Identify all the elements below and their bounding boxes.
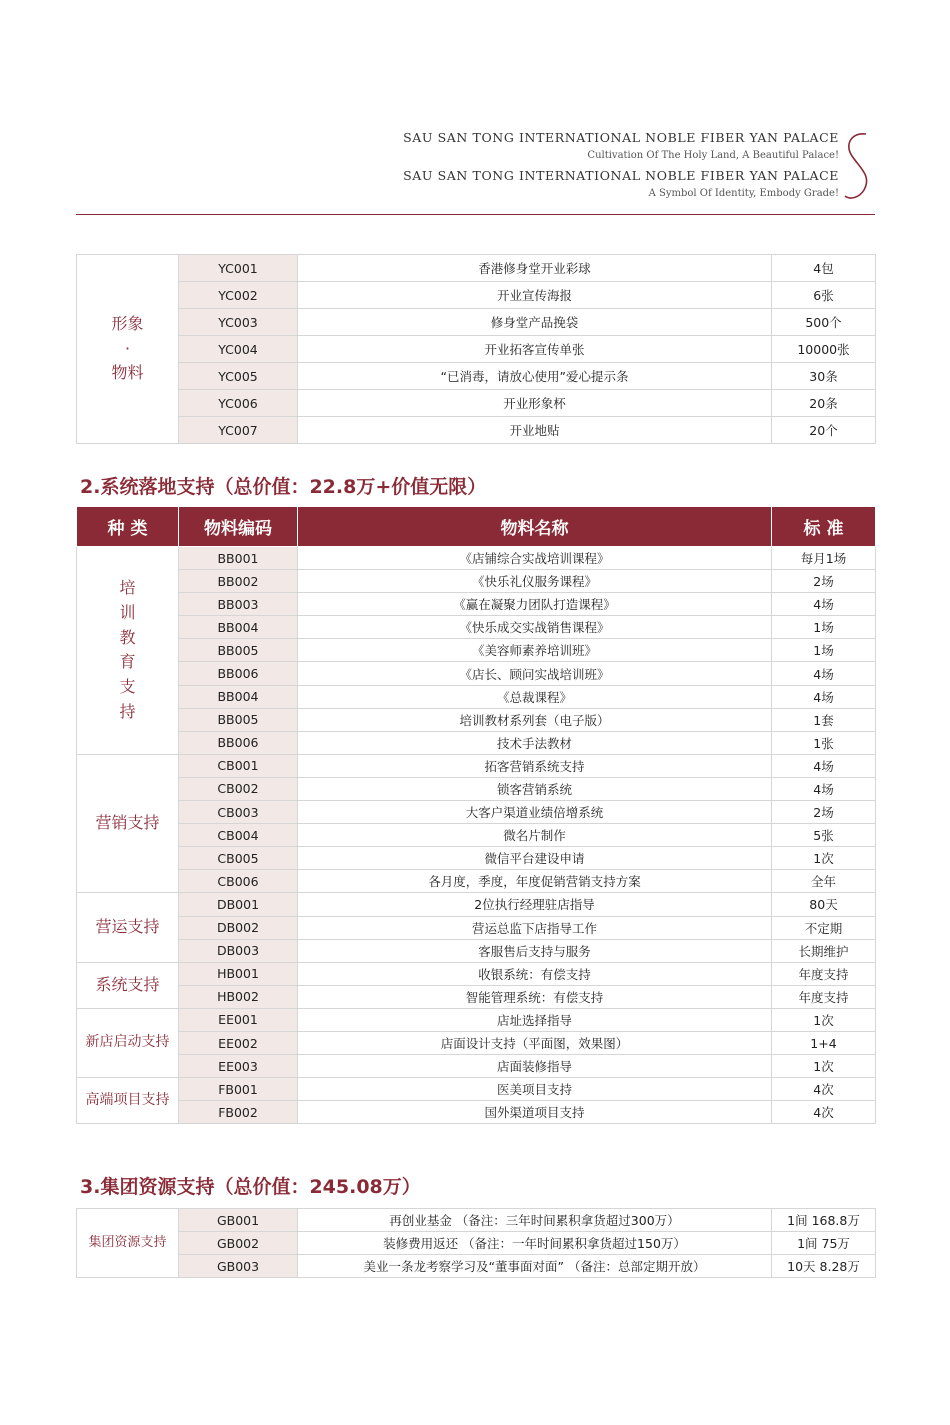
- image-materials-table: [76, 254, 876, 444]
- table-row: [77, 1055, 876, 1078]
- name-cell: 培训教材系列套（电子版）: [298, 708, 772, 731]
- name-cell: 开业地贴: [298, 417, 772, 444]
- standard-cell: 年度支持: [772, 985, 876, 1008]
- name-cell: 开业拓客宣传单张: [298, 336, 772, 363]
- code-cell: DB003: [179, 939, 298, 962]
- code-cell: BB006: [179, 731, 298, 754]
- table-row: [77, 777, 876, 800]
- category-cell: 营销支持: [77, 754, 179, 893]
- code-cell: FB001: [179, 1078, 298, 1101]
- code-cell: FB002: [179, 1101, 298, 1124]
- header-line-2: Cultivation Of The Holy Land, A Beautiful Palace!: [587, 150, 839, 161]
- code-cell: GB003: [179, 1255, 298, 1278]
- standard-cell: 长期维护: [772, 939, 876, 962]
- name-cell: 《店铺综合实战培训课程》: [298, 547, 772, 570]
- table-row: [77, 1008, 876, 1031]
- standard-cell: 20条: [772, 390, 876, 417]
- code-cell: BB004: [179, 685, 298, 708]
- code-cell: HB001: [179, 962, 298, 985]
- standard-cell: 500个: [772, 309, 876, 336]
- code-cell: EE003: [179, 1055, 298, 1078]
- name-cell: 修身堂产品挽袋: [298, 309, 772, 336]
- name-cell: 《总裁课程》: [298, 685, 772, 708]
- table-row: [77, 309, 876, 336]
- header-name: 物料名称: [298, 507, 772, 547]
- table-row: [77, 708, 876, 731]
- standard-cell: 2场: [772, 801, 876, 824]
- standard-cell: 30条: [772, 363, 876, 390]
- table-row: [77, 939, 876, 962]
- table-row: [77, 282, 876, 309]
- name-cell: 再创业基金 （备注：三年时间累积拿货超过300万）: [298, 1209, 772, 1232]
- system-support-table: [76, 506, 876, 1124]
- category-cell: 集团资源支持: [77, 1209, 179, 1278]
- code-cell: YC006: [179, 390, 298, 417]
- s-logo-icon: [842, 130, 872, 202]
- table-row: [77, 824, 876, 847]
- name-cell: 大客户渠道业绩倍增系统: [298, 801, 772, 824]
- table-row: [77, 547, 876, 570]
- standard-cell: 80天: [772, 893, 876, 916]
- name-cell: 店址选择指导: [298, 1008, 772, 1031]
- table-row: [77, 685, 876, 708]
- name-cell: 智能管理系统：有偿支持: [298, 985, 772, 1008]
- table-row: [77, 731, 876, 754]
- standard-cell: 1张: [772, 731, 876, 754]
- page-header: [403, 128, 839, 204]
- standard-cell: 1次: [772, 1055, 876, 1078]
- standard-cell: 10天 8.28万: [772, 1255, 876, 1278]
- table-row: [77, 417, 876, 444]
- header-code: 物料编码: [179, 507, 298, 547]
- table-row: [77, 363, 876, 390]
- code-cell: YC003: [179, 309, 298, 336]
- name-cell: 《快乐礼仪服务课程》: [298, 570, 772, 593]
- standard-cell: 1次: [772, 1008, 876, 1031]
- name-cell: 国外渠道项目支持: [298, 1101, 772, 1124]
- table-row: [77, 1255, 876, 1278]
- standard-cell: 20个: [772, 417, 876, 444]
- header-line-1: SAU SAN TONG INTERNATIONAL NOBLE FIBER YAN PALACE: [403, 130, 839, 145]
- code-cell: YC002: [179, 282, 298, 309]
- table-row: [77, 893, 876, 916]
- name-cell: 各月度，季度，年度促销营销支持方案: [298, 870, 772, 893]
- table-row: [77, 801, 876, 824]
- table-row: [77, 847, 876, 870]
- table-row: [77, 1209, 876, 1232]
- name-cell: 《美容师素养培训班》: [298, 639, 772, 662]
- name-cell: 装修费用返还 （备注：一年时间累积拿货超过150万）: [298, 1232, 772, 1255]
- name-cell: 《赢在凝聚力团队打造课程》: [298, 593, 772, 616]
- standard-cell: 4场: [772, 593, 876, 616]
- code-cell: BB001: [179, 547, 298, 570]
- category-cell: 新店启动支持: [77, 1008, 179, 1077]
- name-cell: 技术手法教材: [298, 731, 772, 754]
- name-cell: 开业宣传海报: [298, 282, 772, 309]
- name-cell: 微信平台建设申请: [298, 847, 772, 870]
- table-row: [77, 593, 876, 616]
- table-row: [77, 390, 876, 417]
- code-cell: BB004: [179, 616, 298, 639]
- name-cell: 营运总监下店指导工作: [298, 916, 772, 939]
- table-row: [77, 255, 876, 282]
- code-cell: HB002: [179, 985, 298, 1008]
- table-row: [77, 1078, 876, 1101]
- table-row: [77, 616, 876, 639]
- standard-cell: 4场: [772, 777, 876, 800]
- standard-cell: 4次: [772, 1078, 876, 1101]
- table-row: [77, 1101, 876, 1124]
- name-cell: 香港修身堂开业彩球: [298, 255, 772, 282]
- header-standard: 标 准: [772, 507, 876, 547]
- standard-cell: 年度支持: [772, 962, 876, 985]
- name-cell: 《快乐成交实战销售课程》: [298, 616, 772, 639]
- table-row: [77, 870, 876, 893]
- table-row: [77, 962, 876, 985]
- name-cell: 开业形象杯: [298, 390, 772, 417]
- standard-cell: 6张: [772, 282, 876, 309]
- table-row: [77, 336, 876, 363]
- code-cell: YC007: [179, 417, 298, 444]
- header-line-4: A Symbol Of Identity, Embody Grade!: [648, 188, 839, 199]
- name-cell: 2位执行经理驻店指导: [298, 893, 772, 916]
- standard-cell: 4次: [772, 1101, 876, 1124]
- name-cell: 店面装修指导: [298, 1055, 772, 1078]
- table-row: [77, 985, 876, 1008]
- standard-cell: 5张: [772, 824, 876, 847]
- standard-cell: 1套: [772, 708, 876, 731]
- code-cell: CB002: [179, 777, 298, 800]
- standard-cell: 4场: [772, 685, 876, 708]
- category-cell: 营运支持: [77, 893, 179, 962]
- standard-cell: 4场: [772, 662, 876, 685]
- standard-cell: 1+4: [772, 1031, 876, 1054]
- code-cell: BB005: [179, 708, 298, 731]
- category-cell: 形象 · 物料: [77, 255, 179, 444]
- code-cell: YC001: [179, 255, 298, 282]
- table-row: [77, 916, 876, 939]
- header-divider: [76, 214, 875, 215]
- group-resources-table: [76, 1208, 876, 1278]
- table-row: [77, 570, 876, 593]
- header-line-3: SAU SAN TONG INTERNATIONAL NOBLE FIBER YAN PALACE: [403, 168, 839, 183]
- name-cell: 锁客营销系统: [298, 777, 772, 800]
- name-cell: 微名片制作: [298, 824, 772, 847]
- name-cell: 医美项目支持: [298, 1078, 772, 1101]
- table-header-row: [77, 507, 876, 547]
- name-cell: 店面设计支持（平面图，效果图）: [298, 1031, 772, 1054]
- standard-cell: 1场: [772, 639, 876, 662]
- name-cell: 美业一条龙考察学习及“董事面对面” （备注：总部定期开放）: [298, 1255, 772, 1278]
- standard-cell: 1场: [772, 616, 876, 639]
- standard-cell: 2场: [772, 570, 876, 593]
- code-cell: BB003: [179, 593, 298, 616]
- table-row: [77, 662, 876, 685]
- code-cell: CB005: [179, 847, 298, 870]
- category-cell: 培 训 教 育 支 持: [77, 547, 179, 755]
- code-cell: BB002: [179, 570, 298, 593]
- standard-cell: 不定期: [772, 916, 876, 939]
- name-cell: 拓客营销系统支持: [298, 754, 772, 777]
- standard-cell: 10000张: [772, 336, 876, 363]
- section-2-title: 2.系统落地支持（总价值：22.8万+价值无限）: [80, 476, 487, 498]
- code-cell: BB006: [179, 662, 298, 685]
- section-3-title: 3.集团资源支持（总价值：245.08万）: [80, 1176, 421, 1198]
- standard-cell: 4场: [772, 754, 876, 777]
- category-cell: 系统支持: [77, 962, 179, 1008]
- code-cell: YC004: [179, 336, 298, 363]
- table-row: [77, 754, 876, 777]
- code-cell: CB001: [179, 754, 298, 777]
- standard-cell: 1次: [772, 847, 876, 870]
- standard-cell: 全年: [772, 870, 876, 893]
- code-cell: DB002: [179, 916, 298, 939]
- table-row: [77, 1232, 876, 1255]
- table-row: [77, 639, 876, 662]
- code-cell: EE002: [179, 1031, 298, 1054]
- code-cell: DB001: [179, 893, 298, 916]
- standard-cell: 1间 75万: [772, 1232, 876, 1255]
- category-cell: 高端项目支持: [77, 1078, 179, 1124]
- code-cell: GB002: [179, 1232, 298, 1255]
- code-cell: GB001: [179, 1209, 298, 1232]
- name-cell: “已消毒，请放心使用”爱心提示条: [298, 363, 772, 390]
- standard-cell: 4包: [772, 255, 876, 282]
- standard-cell: 每月1场: [772, 547, 876, 570]
- table-row: [77, 1031, 876, 1054]
- code-cell: CB003: [179, 801, 298, 824]
- name-cell: 《店长、顾问实战培训班》: [298, 662, 772, 685]
- name-cell: 收银系统：有偿支持: [298, 962, 772, 985]
- code-cell: CB006: [179, 870, 298, 893]
- name-cell: 客服售后支持与服务: [298, 939, 772, 962]
- code-cell: CB004: [179, 824, 298, 847]
- standard-cell: 1间 168.8万: [772, 1209, 876, 1232]
- code-cell: BB005: [179, 639, 298, 662]
- code-cell: YC005: [179, 363, 298, 390]
- header-category: 种 类: [77, 507, 179, 547]
- code-cell: EE001: [179, 1008, 298, 1031]
